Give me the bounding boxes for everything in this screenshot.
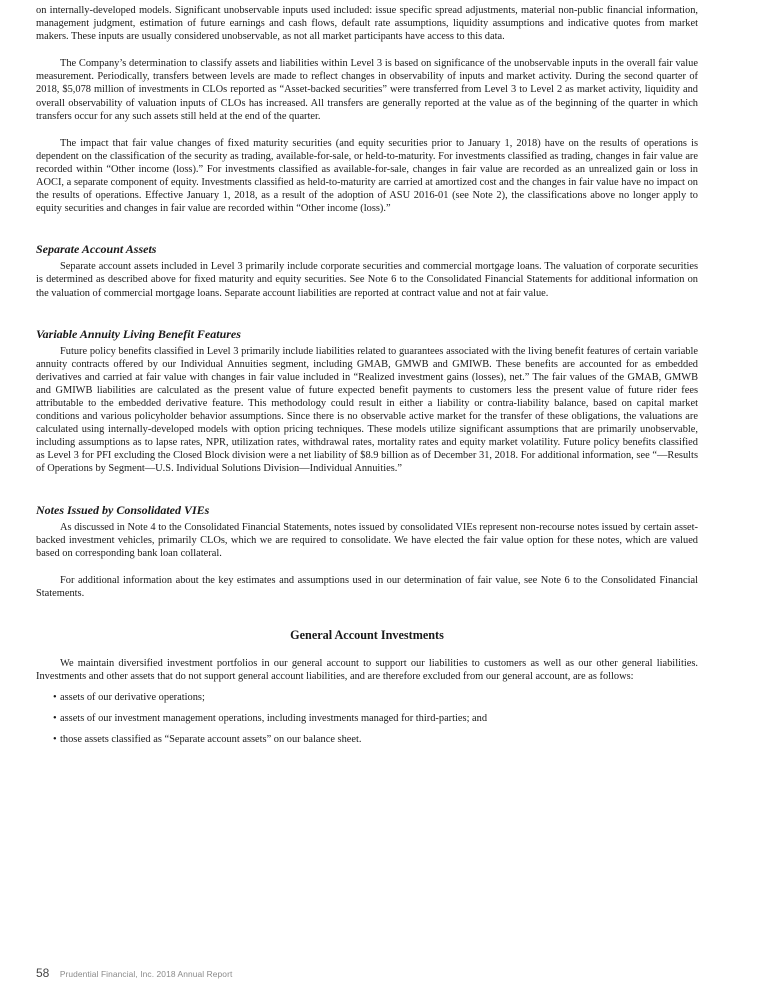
bullet-icon: • [53,734,57,746]
paragraph-level3-classification: The Company’s determination to classify assets and liabilities within Level 3 is based on significance of the unobservable inputs in the overall fair value measurement. Periodically, transfers between levels are made to reflect changes in observability of inputs and market activity. During the second quarter of 2018, $5,078 million of investments in CLOs reported as “Asset-backed securities” were transferred from Level 3 to Level 2 as market activity, liquidity and overall observability of valuation inputs of CLOs has increased. All transfers are generally reported at the value as of the beginning of the quarter in which transfers occur for any such assets still held at the end of the quarter. [36,58,698,122]
list-item [36,733,698,746]
document-page [36,4,698,746]
bullet-icon: • [53,692,57,704]
list-item-text: those assets classified as “Separate account assets” on our balance sheet. [60,734,362,746]
exclusions-list [36,691,698,746]
paragraph-variable-annuity: Future policy benefits classified in Level 3 primarily include liabilities related to guarantees associated with the living benefit features of certain variable annuity contracts offered by our Individual Annuities segment, including GMAB, GMWB and GMIWB. These benefits are accounted for as embedded derivatives and carried at fair value with changes in fair value included in “Realized investment gains (losses), net.” The fair values of the GMAB, GMWB and GMIWB liabilities are calculated as the present value of future expected benefit payments to customers less the present value of future rider fees attributable to the embedded derivative feature. This methodology could result in either a liability or contra-liability balance, based on capital market conditions and various policyholder behavior assumptions. Since there is no observable active market for the transfer of these obligations, the valuations are calculated using internally-developed models with option pricing techniques. These models utilize significant assumptions that are primarily unobservable, including assumptions as to lapse rates, NPR, utilization rates, withdrawal rates, mortality rates and equity market volatility. Future policy benefits classified as Level 3 for PFI excluding the Closed Block division were a net liability of $8.9 billion as of December 31, 2018. For additional information, see “—Results of Operations by Segment—U.S. Individual Solutions Division—Individual Annuities.” [36,345,698,475]
bullet-icon: • [53,713,57,725]
list-item [36,691,698,704]
paragraph-notes-vies: As discussed in Note 4 to the Consolidated Financial Statements, notes issued by consolidated VIEs represent non-recourse notes issued by certain asset-backed investment vehicles, primarily CLOs, which we are required to consolidate. We have elected the fair value option for these notes, which are valued based on corresponding bank loan collateral. [36,521,698,559]
report-title: Prudential Financial, Inc. 2018 Annual Report [59,969,233,979]
page-number: 58 [36,966,50,980]
paragraph-general-account: We maintain diversified investment portfolios in our general account to support our liabilities to customers as well as our other general liabilities. Investments and other assets that do not support general account liabilities, and are therefore excluded from our general account, are as follows: [36,658,698,683]
list-item [36,712,698,725]
heading-general-account-investments: General Account Investments [290,628,444,642]
heading-variable-annuity: Variable Annuity Living Benefit Features [36,326,241,341]
heading-separate-account-assets: Separate Account Assets [36,242,157,257]
heading-notes-vies: Notes Issued by Consolidated VIEs [36,502,210,517]
paragraph-continued: on internally-developed models. Significant unobservable inputs used included: issue specific spread adjustments, material non-public financial information, management judgment, estimation of future earnings and cash flows, default rate assumptions, liquidity assumptions and indicative quotes from market makers. These inputs are usually considered unobservable, as not all market participants have access to this data. [36,5,698,43]
list-item-text: assets of our investment management operations, including investments managed for third-parties; and [60,713,488,725]
paragraph-separate-account-assets: Separate account assets included in Level 3 primarily include corporate securities and commercial mortgage loans. The valuation of corporate securities is determined as described above for fixed maturity and equity securities. See Note 6 to the Consolidated Financial Statements for additional information on the valuation of commercial mortgage loans. Separate account liabilities are reported at contract value and not at fair value. [36,261,698,299]
list-item-text: assets of our derivative operations; [60,692,205,704]
paragraph-additional-info: For additional information about the key estimates and assumptions used in our determination of fair value, see Note 6 to the Consolidated Financial Statements. [36,574,698,599]
page-footer [36,964,232,982]
paragraph-fair-value-impact: The impact that fair value changes of fixed maturity securities (and equity securities prior to January 1, 2018) have on the results of operations is dependent on the classification of the security as trading, available-for-sale, or held-to-maturity. For investments classified as trading, changes in fair value are recorded within “Other income (loss).” For investments classified as available-for-sale, changes in fair value are recorded as an unrealized gain or loss in AOCI, a separate component of equity. Investments classified as held-to-maturity are carried at amortized cost and the changes in fair value have no impact on the results of operations. Effective January 1, 2018, as a result of the adoption of ASU 2016-01 (see Note 2), the classifications above no longer apply to equity securities and changes in fair value are recorded within “Other income (loss).” [36,137,698,215]
